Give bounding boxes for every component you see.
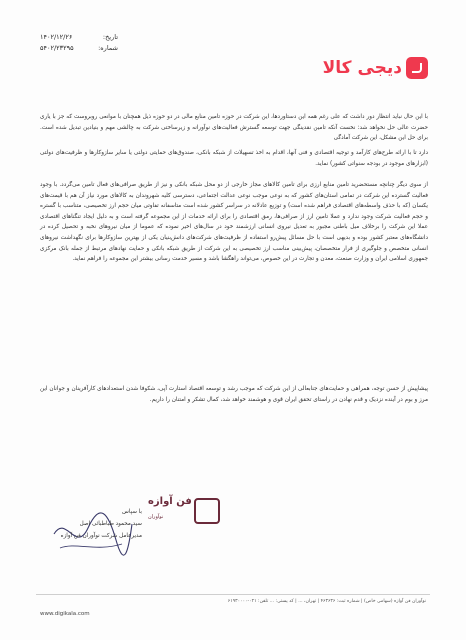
letter-meta [40,32,118,54]
paragraph-3: از سوی دیگر چنانچه مستحضرید تامین منابع ارزی برای تامین کالاهای مجاز خارجی از دو محل شبکه بانکی و نیز از طریق صرافی‌های فعال تامین می‌گردد. با وجود فعالیت گسترده این شرکت در تمامی استان‌های کشور که به نوعی موجب نوعی عدالت اجتماعی، دسترسی کلیه شهروندان به کالاهای مورد نیاز آن هم با قیمت‌های یکسان (که با حذف واسطه‌های اقتصادی فراهم شده است) و توزیع عادلانه در سراسر کشور شده است متاسفانه تفاوتی میان حجم ارز تخصیصی، متناسب با گستره و حجم فعالیت شرکت وجود ندارد و عملا تامین ارز از صرافی‌ها، رمق اقتصادی را برای ارائه خدمات از این مجموعه گرفته است و به دلیل ایجاد تنگناهای اقتصادی عملا این شرکت را برخلاف میل باطنی مجبور به تعدیل نیروی انسانی ارزشمند خود در سال‌های اخیر نموده که عموما از میان نیروهای نخبه و تحصیل کرده در دانشگاه‌های معتبر کشور بوده و بدیهی است با حل مسائل پیش‌رو استفاده از ظرفیت‌های شرکت‌های دانش‌بنیان یکی از بهترین سازوکارها برای نگهداشت نیروهای انسانی متخصص و جلوگیری از فرار متخصصان، پیش‌بینی مناسب ارز تخصیصی به این شرکت از طریق شبکه بانکی و حمایت نهادهای مرتبط از جمله بانک مرکزی جمهوری اسلامی ایران و وزارت صنعت، معدن و تجارت در این خصوص، می‌تواند راهگشا باشد و مسیر خدمت رسانی بیشتر این مجموعه را فراهم نماید. [40,182,428,263]
letter-number-label: شماره: [98,44,118,52]
signature-closing: با سپاس [122,509,142,515]
footer-address: نوآوران فن آوازه (سهامی خاص) | شماره ثبت: ۴۶۳۶۳۶ | تهران، ... | کد پستی: ... تلفن: ۰۲۱-۶۱۹۳۰۰۰۰ [227,599,426,604]
paragraph-4: پیشاپیش از حسن توجه، همراهی و حمایت‌های جنابعالی از این شرکت که موجب رشد و توسعه اقتصاد استارت آپی، شکوفا شدن استعدادهای کارآفرینان و جوانان این مرز و بوم در آینده نزدیک و قدم نهادن در راستای تحقق ایران قوی و هوشمند خواهد شد، کمال تشکر و امتنان را داریم. [40,386,428,403]
signature-block [42,506,142,542]
company-stamp [148,492,220,540]
paragraph-2: دارد تا با ارائه طرح‌های کارآمد و توجیه اقتصادی و فنی آنها، اقدام به اخذ تسهیلات از شبکه بانکی، صندوق‌های حمایتی دولتی یا سایر سازوکارها و ظرفیت‌های دولتی (ابزارهای موجود در بودجه سنواتی کشور) نماید. [40,150,428,167]
stamp-sub-text: نوآوران [148,514,164,520]
stamp-mark-icon [194,498,220,524]
stamp-main-text: فن آوازه [148,496,192,507]
letter-date-label: تاریخ: [102,33,118,41]
letter-number: ۵۴۰۲/۲۳۲۹۵ [40,44,74,52]
digikala-logo [323,57,428,79]
letter-date: ۱۴۰۲/۱۲/۲۶ [40,33,73,41]
logo-text: دیجی کالا [322,58,402,78]
logo-mark-icon [406,57,428,79]
paragraph-1: با این حال نباید انتظار دور داشت که علی رغم همه این دستاوردها، این شرکت در حوزه تامین منابع مالی در دو حوزه ذیل همچنان با موانعی روبروست که جز با یاری حضرت عالی حل نخواهد شد: نخست آنکه تامین نقدینگی جهت توسعه گسترش فعالیت‌های نوآورانه و زیرساختی شرکت به چالشی مهم و بنیادین تبدیل شده است. برای حل این مشکل، این شرکت آمادگی [40,114,428,142]
signatory-title: مدیرعامل شرکت نوآوران فن آوازه [60,533,142,539]
footer-divider [36,594,430,595]
signatory-name: سید محمود طباطبائی اصل [79,521,142,527]
footer-website: www.digikala.com [40,611,90,617]
